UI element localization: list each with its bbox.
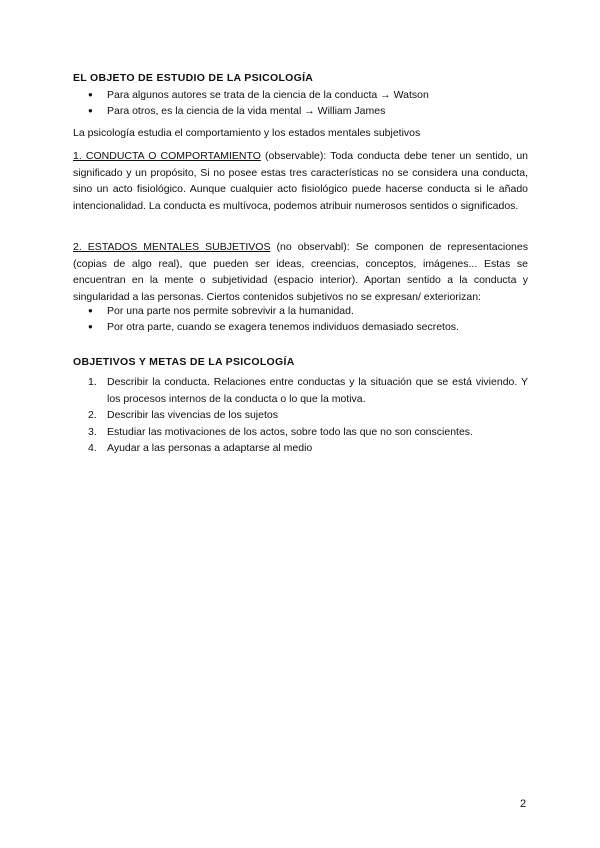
section-title-objetivos: OBJETIVOS Y METAS DE LA PSICOLOGÍA (73, 356, 295, 368)
authors-bullet-list (73, 87, 429, 119)
conducta-heading: 1. CONDUCTA O COMPORTAMIENTO (73, 150, 261, 162)
list-number: 2. (88, 409, 97, 421)
conducta-text: (observable): Toda conducta debe tener un sentido, un significado y un propósito, Si no posee estas tres características no se considera una conducta, sino un acto fisiológico. Aunque cualquier acto fisiológico puede hacerse conducta si le añado intencionalidad. La conducta es multívoca, podemos atribuir numerosos sentidos o significados. (73, 150, 528, 212)
list-number: 1. (88, 376, 97, 388)
list-item: ● Por otra parte, cuando se exagera tenemos individuos demasiado secretos. (73, 319, 459, 335)
estados-text: (no observabl): Se componen de representaciones (copias de algo real), que pueden ser ideas, creencias, conceptos, imágenes... Estas se encuentran en la mente o subjetividad (espacio interior). Aportan sentido a la conducta y singularidad a las personas. Ciertos contenidos subjetivos no se expresan/ exteriorizan: (73, 241, 528, 303)
list-item (73, 440, 528, 457)
subjective-bullet-list (73, 303, 459, 335)
list-item (73, 374, 528, 407)
list-item (73, 407, 528, 424)
list-item: ● Por una parte nos permite sobrevivir a la humanidad. (73, 303, 459, 319)
objectives-numbered-list (73, 374, 528, 457)
list-item (73, 424, 528, 441)
list-text: Describir la conducta. Relaciones entre conductas y la situación que se está viviendo. Y los procesos internos de la conducta o lo que la motiva. (107, 376, 528, 405)
intro-paragraph: La psicología estudia el comportamiento y los estados mentales subjetivos (73, 127, 421, 139)
page-number: 2 (520, 798, 527, 810)
estados-heading: 2. ESTADOS MENTALES SUBJETIVOS (73, 241, 271, 253)
list-text: Estudiar las motivaciones de los actos, sobre todo las que no son conscientes. (107, 425, 473, 438)
list-number: 4. (88, 442, 97, 454)
section-title-objeto: EL OBJETO DE ESTUDIO DE LA PSICOLOGÍA (73, 72, 314, 84)
list-text: Describir las vivencias de los sujetos (107, 409, 278, 421)
list-item: ● Para otros, es la ciencia de la vida mental → William James (73, 103, 429, 119)
list-item: ● Para algunos autores se trata de la ciencia de la conducta → Watson (73, 87, 429, 103)
conducta-paragraph (73, 148, 528, 214)
list-number: 3. (88, 425, 97, 438)
estados-paragraph (73, 239, 528, 305)
list-text: Ayudar a las personas a adaptarse al medio (107, 442, 313, 454)
